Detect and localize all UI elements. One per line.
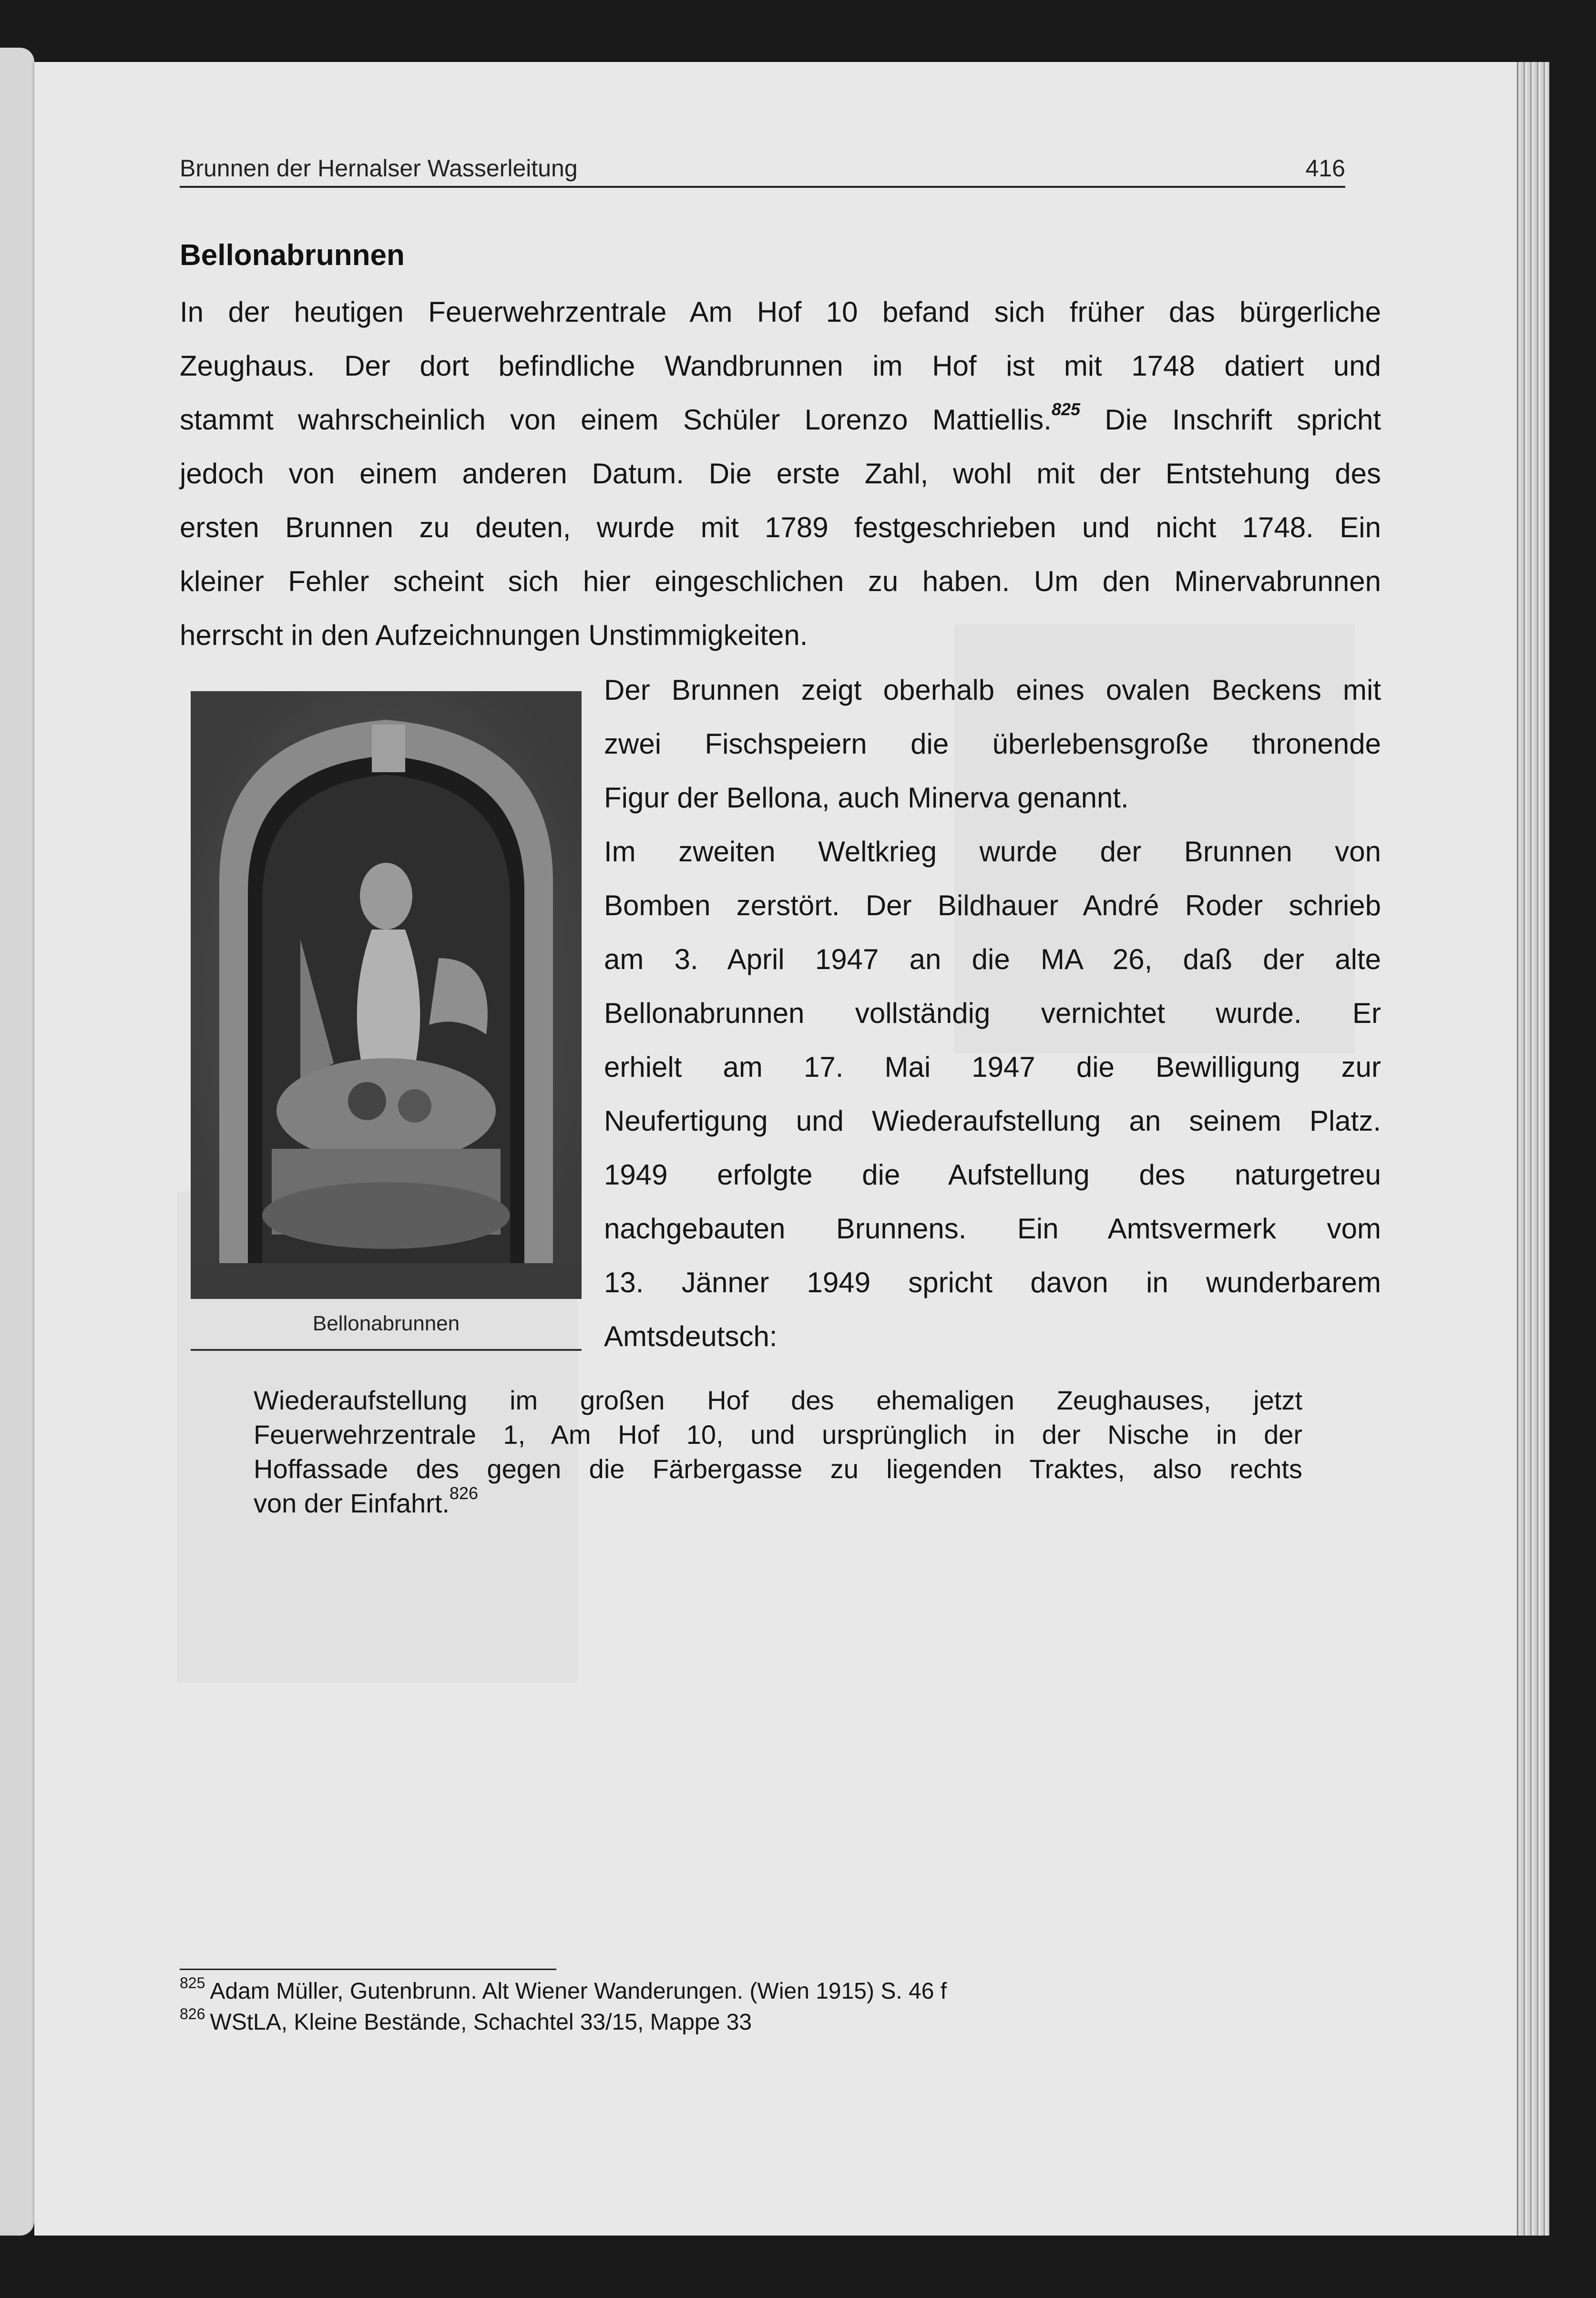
quote-line: Wiederaufstellung im großen Hof des ehemaligen Zeughauses, jetzt — [254, 1385, 1302, 1415]
paragraph-line-text: stammt wahrscheinlich von einem Schüler Lorenzo Mattiellis. — [180, 404, 1052, 436]
right-column-line: 13. Jänner 1949 spricht davon in wunderbarem — [604, 1266, 1381, 1298]
quote-line-text: von der Einfahrt. — [254, 1488, 450, 1518]
right-column-line: Bellonabrunnen vollständig vernichtet wurde. Er — [604, 997, 1381, 1029]
footnote-ref: 825 — [1051, 399, 1081, 419]
footnote-text: Adam Müller, Gutenbrunn. Alt Wiener Wanderungen. (Wien 1915) S. 46 f — [210, 1979, 947, 2004]
footnote-ref: 826 — [449, 1483, 478, 1503]
paragraph-line: kleiner Fehler scheint sich hier eingeschlichen zu haben. Um den Minervabrunnen — [180, 565, 1381, 597]
footnote — [180, 2005, 752, 2035]
paragraph-line — [180, 399, 1381, 441]
right-column-line: Figur der Bellona, auch Minerva genannt. — [604, 782, 1129, 814]
paragraph-line: Zeughaus. Der dort befindliche Wandbrunnen im Hof ist mit 1748 datiert und — [180, 350, 1381, 382]
right-column-line: Bomben zerstört. Der Bildhauer André Roder schrieb — [604, 889, 1381, 921]
paragraph-line-tail: Die Inschrift spricht — [1105, 404, 1381, 436]
right-column-line: Neufertigung und Wiederaufstellung an seinem Platz. — [604, 1105, 1381, 1137]
paragraph-line: ersten Brunnen zu deuten, wurde mit 1789 festgeschrieben und nicht 1748. Ein — [180, 511, 1381, 543]
right-column-line: erhielt am 17. Mai 1947 die Bewilligung zur — [604, 1051, 1381, 1083]
right-column-line: am 3. April 1947 an die MA 26, daß der alte — [604, 943, 1381, 975]
running-title: Brunnen der Hernalser Wasserleitung — [180, 155, 578, 182]
footnote — [180, 1974, 947, 2004]
previous-page-edge — [0, 48, 34, 2236]
footnote-number: 825 — [180, 1974, 205, 1992]
paragraph-line: In der heutigen Feuerwehrzentrale Am Hof 10 befand sich früher das bürgerliche — [180, 296, 1381, 328]
right-column-line: nachgebauten Brunnens. Ein Amtsvermerk vom — [604, 1213, 1381, 1245]
section-title: Bellonabrunnen — [180, 239, 405, 272]
bellonabrunnen-photo — [191, 691, 582, 1299]
photo-caption: Bellonabrunnen — [312, 1312, 460, 1335]
right-column-line: 1949 erfolgte die Aufstellung des naturgetreu — [604, 1159, 1381, 1191]
page-number: 416 — [1305, 155, 1345, 182]
footnote-rule — [180, 1969, 556, 1970]
footnote-number: 826 — [180, 2005, 205, 2022]
right-column-line: Amtsdeutsch: — [604, 1320, 778, 1352]
caption-rule — [191, 1349, 582, 1351]
quote-line: Feuerwehrzentrale 1, Am Hof 10, und ursprünglich in der Nische in der — [254, 1420, 1302, 1450]
quote-line: Hoffassade des gegen die Färbergasse zu liegenden Traktes, also rechts — [254, 1454, 1302, 1484]
quote-line — [254, 1483, 1302, 1519]
footnote-text: WStLA, Kleine Bestände, Schachtel 33/15, Mappe 33 — [210, 2010, 752, 2035]
page-header — [180, 147, 1345, 188]
paragraph-line: herrscht in den Aufzeichnungen Unstimmigkeiten. — [180, 619, 808, 651]
fountain-image — [191, 691, 582, 1299]
paragraph-line: jedoch von einem anderen Datum. Die erste Zahl, wohl mit der Entstehung des — [180, 458, 1381, 490]
right-column-line: Im zweiten Weltkrieg wurde der Brunnen von — [604, 836, 1381, 868]
right-column-line: zwei Fischspeiern die überlebensgroße thronende — [604, 728, 1381, 760]
right-column-line: Der Brunnen zeigt oberhalb eines ovalen Beckens mit — [604, 674, 1381, 706]
book-page — [34, 62, 1517, 2236]
